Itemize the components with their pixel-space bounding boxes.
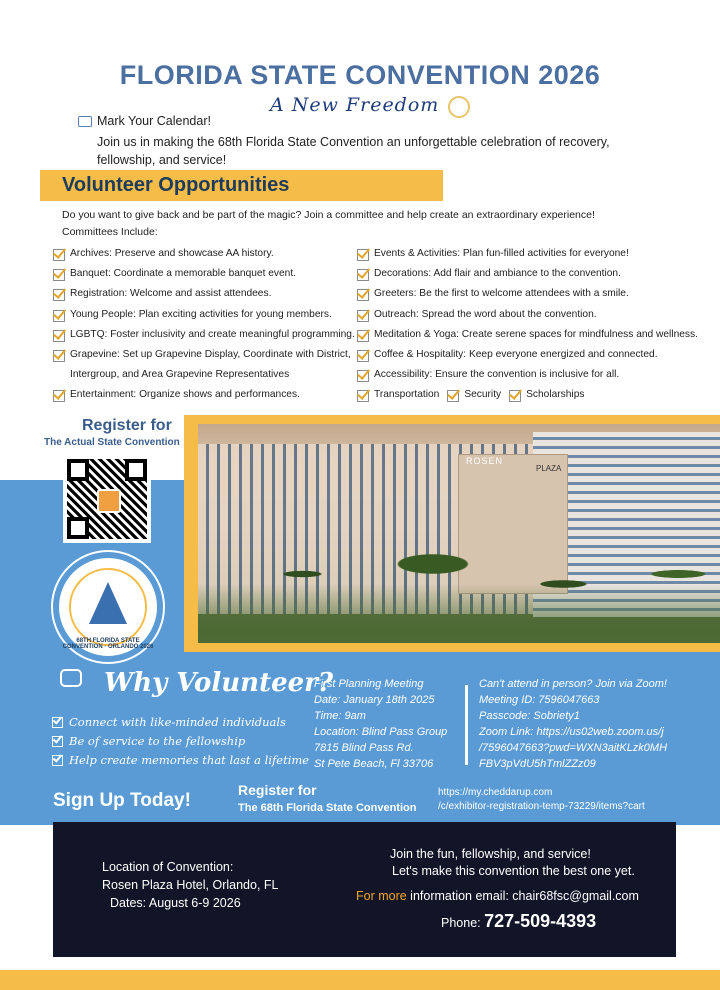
list-item: Greeters: Be the first to welcome attendees with a smile.: [357, 284, 707, 304]
hotel-photo: [198, 424, 720, 643]
planning-meeting-info: First Planning Meeting Date: January 18th 2025 Time: 9am Location: Blind Pass Group 7815 Blind Pass Rd. St Pete Beach, Fl 33706: [314, 678, 448, 770]
volunteer-heading: Volunteer Opportunities: [62, 174, 290, 196]
hotel-sign-rosen: ROSEN: [466, 456, 504, 466]
calendar-icon: [78, 116, 92, 127]
checkmark-icon: [53, 389, 66, 401]
register-heading: Register for: [82, 417, 172, 434]
list-item: Help create memories that last a lifetime: [52, 751, 309, 770]
join-line-1: Join the fun, fellowship, and service!: [390, 847, 591, 861]
register-subheading: The Actual State Convention: [44, 437, 180, 448]
list-item: Young People: Plan exciting activities for young members.: [53, 305, 353, 325]
list-item: Entertainment: Organize shows and performances.: [53, 385, 353, 405]
list-item: Meditation & Yoga: Create serene spaces for mindfulness and wellness.: [357, 325, 707, 345]
checkmark-icon: [357, 309, 370, 321]
convention-dates: Dates: August 6-9 2026: [110, 896, 241, 910]
page-title: FLORIDA STATE CONVENTION 2026: [119, 60, 601, 90]
seal-triangle-icon: [89, 582, 127, 624]
checkmark-icon: [53, 349, 66, 361]
list-item: Security: [447, 385, 501, 405]
convention-location: Location of Convention: Rosen Plaza Hotel, Orlando, FL: [102, 860, 279, 892]
inline-committee-items: [357, 385, 707, 405]
list-item: Accessibility: Ensure the convention is inclusive for all.: [357, 365, 707, 385]
checkmark-icon: [53, 309, 66, 321]
checkbox-icon: [52, 736, 63, 747]
list-item: Transportation: [357, 385, 439, 405]
bottom-accent-bar: [0, 970, 720, 990]
chat-bubble-icon: [60, 669, 82, 687]
palm-trees: [198, 544, 720, 643]
registration-link[interactable]: https://my.cheddarup.com /c/exhibitor-registration-temp-73229/items?cart: [438, 787, 645, 812]
sign-up-heading: Sign Up Today!: [53, 790, 191, 811]
checkmark-icon: [447, 389, 460, 401]
zoom-info: Can't attend in person? Join via Zoom! Meeting ID: 7596047663 Passcode: Sobriety1 Zoom Link: https://us02web.zoom.us/j /7596047663?pwd=WXN3aitKLzk0MH FBV3pVdU5hTmlZZz09: [479, 678, 668, 770]
zoom-link[interactable]: FBV3pVdU5hTmlZZz09: [479, 758, 596, 770]
list-item: Archives: Preserve and showcase AA history.: [53, 244, 353, 264]
volunteer-question: Do you want to give back and be part of the magic? Join a committee and help create an extraordinary experience!: [62, 209, 595, 221]
list-item: LGBTQ: Foster inclusivity and create meaningful programming.: [53, 325, 353, 345]
theme-subtitle: A New Freedom: [270, 94, 440, 116]
meeting-divider: [465, 685, 468, 765]
seal-text: 68TH FLORIDA STATE CONVENTION · ORLANDO 2026: [62, 638, 154, 650]
checkmark-icon: [357, 268, 370, 280]
checkbox-icon: [52, 755, 63, 766]
checkmark-icon: [509, 389, 522, 401]
why-volunteer-heading: Why Volunteer?: [104, 668, 334, 698]
committee-list-right: [357, 244, 707, 406]
list-item-continuation: Intergroup, and Area Grapevine Representatives: [70, 369, 290, 381]
list-item: Be of service to the fellowship: [52, 732, 309, 751]
top-margin: [0, 0, 720, 50]
checkmark-icon: [357, 288, 370, 300]
intro-text: Join us in making the 68th Florida State Convention an unforgettable celebration of recovery, fellowship, and service!: [97, 135, 610, 167]
checkmark-icon: [53, 268, 66, 280]
sun-icon: [448, 96, 470, 118]
list-item: Decorations: Add flair and ambiance to the convention.: [357, 264, 707, 284]
checkbox-icon: [52, 717, 63, 728]
checkmark-icon: [53, 248, 66, 260]
checkmark-icon: [357, 369, 370, 381]
checkmark-icon: [357, 248, 370, 260]
checkmark-icon: [53, 288, 66, 300]
checkmark-icon: [357, 389, 370, 401]
calendar-label: Mark Your Calendar!: [97, 114, 211, 128]
list-item: Connect with like-minded individuals: [52, 713, 309, 732]
checkmark-icon: [357, 329, 370, 341]
convention-seal: [53, 552, 163, 662]
contact-email[interactable]: For more information email: chair68fsc@gmail.com: [356, 889, 639, 903]
zoom-link[interactable]: /7596047663?pwd=WXN3aitKLzk0MH: [479, 742, 668, 754]
list-item: Outreach: Spread the word about the convention.: [357, 305, 707, 325]
list-item: Scholarships: [509, 385, 584, 405]
join-line-2: Let's make this convention the best one yet.: [392, 864, 635, 878]
list-item: Events & Activities: Plan fun-filled activities for everyone!: [357, 244, 707, 264]
register-subheading-2: The 68th Florida State Convention: [238, 802, 417, 814]
hotel-sign-plaza: PLAZA: [536, 464, 562, 473]
committees-label: Committees Include:: [62, 226, 158, 238]
qr-code-icon: [67, 459, 147, 539]
checkmark-icon: [357, 349, 370, 361]
register-heading-2: Register for: [238, 782, 317, 798]
why-volunteer-list: [52, 713, 309, 770]
committee-list-left: [53, 244, 353, 406]
registration-qr-code[interactable]: [63, 455, 151, 543]
list-item: Grapevine: Set up Grapevine Display, Coordinate with District,: [53, 345, 353, 365]
list-item: Banquet: Coordinate a memorable banquet event.: [53, 264, 353, 284]
checkmark-icon: [53, 329, 66, 341]
zoom-link[interactable]: Zoom Link: https://us02web.zoom.us/j: [479, 726, 664, 738]
list-item: Coffee & Hospitality: Keep everyone energized and connected.: [357, 345, 707, 365]
list-item: Registration: Welcome and assist attendees.: [53, 284, 353, 304]
contact-phone[interactable]: Phone: 727-509-4393: [441, 911, 597, 931]
